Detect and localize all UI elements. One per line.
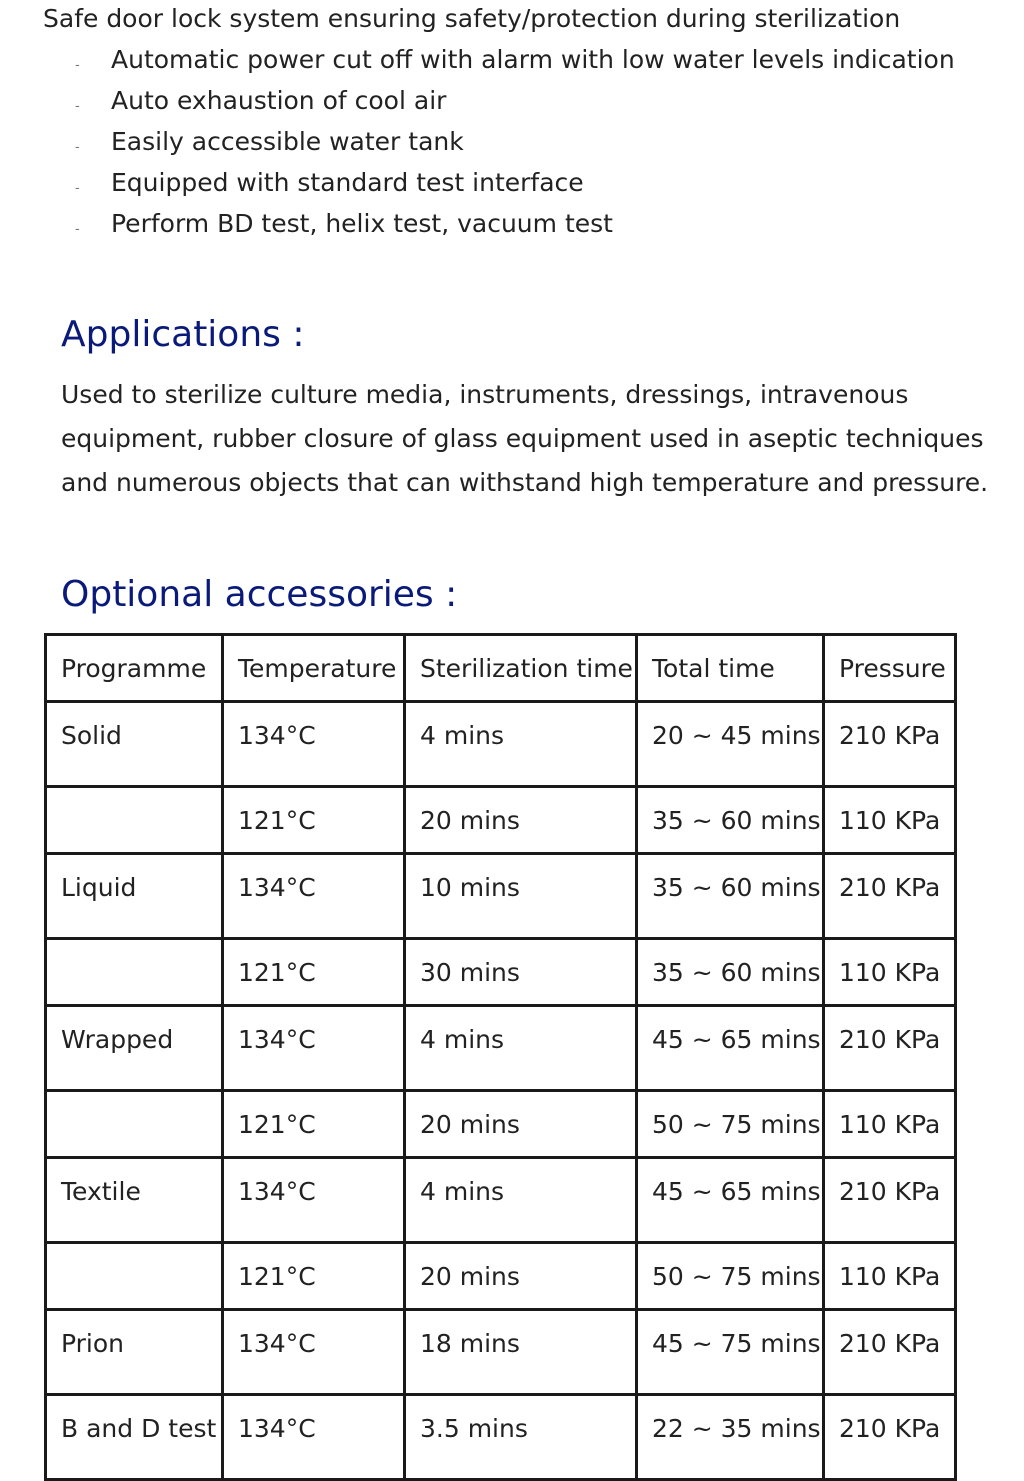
- feature-text: Perform BD test, helix test, vacuum test: [111, 209, 613, 238]
- cell-total-time: 45 ~ 75 mins: [637, 1310, 824, 1395]
- cell-total-time: 35 ~ 60 mins: [637, 939, 824, 1006]
- feature-text: Automatic power cut off with alarm with low water levels indication: [111, 45, 955, 74]
- cell-sterilization-time: 20 mins: [405, 787, 637, 854]
- applications-heading: Applications :: [61, 314, 305, 355]
- bullet-dash-icon: -: [75, 181, 80, 196]
- table-row: [46, 1006, 956, 1091]
- cell-pressure: 110 KPa: [824, 1243, 956, 1310]
- feature-item: [0, 41, 1024, 82]
- cell-programme: Textile: [46, 1158, 223, 1243]
- bullet-dash-icon: -: [75, 222, 80, 237]
- cell-programme: B and D test: [46, 1395, 223, 1480]
- cell-programme: [46, 939, 223, 1006]
- cell-pressure: 210 KPa: [824, 854, 956, 939]
- cell-pressure: 110 KPa: [824, 787, 956, 854]
- cell-programme: Wrapped: [46, 1006, 223, 1091]
- cell-total-time: 45 ~ 65 mins: [637, 1006, 824, 1091]
- cell-pressure: 110 KPa: [824, 939, 956, 1006]
- bullet-dash-icon: -: [75, 140, 80, 155]
- feature-list: [0, 41, 1024, 246]
- cell-total-time: 50 ~ 75 mins: [637, 1243, 824, 1310]
- cell-temperature: 134°C: [223, 702, 405, 787]
- applications-paragraph: [61, 373, 989, 505]
- feature-item: [0, 205, 1024, 246]
- table-row: [46, 1158, 956, 1243]
- cell-pressure: 210 KPa: [824, 1158, 956, 1243]
- feature-text: Easily accessible water tank: [111, 127, 464, 156]
- cell-sterilization-time: 18 mins: [405, 1310, 637, 1395]
- feature-text: Equipped with standard test interface: [111, 168, 584, 197]
- column-header-sterilization-time: Sterilization time: [405, 635, 637, 702]
- cell-pressure: 210 KPa: [824, 1310, 956, 1395]
- cell-total-time: 20 ~ 45 mins: [637, 702, 824, 787]
- table-row: [46, 1310, 956, 1395]
- accessories-heading: Optional accessories :: [61, 574, 458, 615]
- cell-temperature: 134°C: [223, 1006, 405, 1091]
- column-header-pressure: Pressure: [824, 635, 956, 702]
- applications-line: Used to sterilize culture media, instruments, dressings, intravenous: [61, 380, 909, 409]
- cell-total-time: 45 ~ 65 mins: [637, 1158, 824, 1243]
- cell-sterilization-time: 4 mins: [405, 702, 637, 787]
- table-row: [46, 787, 956, 854]
- cell-pressure: 210 KPa: [824, 702, 956, 787]
- cell-sterilization-time: 30 mins: [405, 939, 637, 1006]
- table-row: [46, 702, 956, 787]
- cell-temperature: 134°C: [223, 1158, 405, 1243]
- cell-total-time: 35 ~ 60 mins: [637, 854, 824, 939]
- feature-item: [0, 82, 1024, 123]
- cell-programme: [46, 1243, 223, 1310]
- cell-pressure: 210 KPa: [824, 1006, 956, 1091]
- cell-pressure: 210 KPa: [824, 1395, 956, 1480]
- cell-programme: Solid: [46, 702, 223, 787]
- table-row: [46, 1091, 956, 1158]
- cell-total-time: 22 ~ 35 mins: [637, 1395, 824, 1480]
- cell-total-time: 35 ~ 60 mins: [637, 787, 824, 854]
- cell-temperature: 134°C: [223, 1310, 405, 1395]
- cell-programme: Liquid: [46, 854, 223, 939]
- table-header-row: [46, 635, 956, 702]
- cell-total-time: 50 ~ 75 mins: [637, 1091, 824, 1158]
- cell-temperature: 134°C: [223, 1395, 405, 1480]
- cell-sterilization-time: 20 mins: [405, 1243, 637, 1310]
- table-row: [46, 939, 956, 1006]
- cell-temperature: 121°C: [223, 1091, 405, 1158]
- cell-pressure: 110 KPa: [824, 1091, 956, 1158]
- feature-text: Auto exhaustion of cool air: [111, 86, 447, 115]
- cell-programme: Prion: [46, 1310, 223, 1395]
- intro-line: Safe door lock system ensuring safety/protection during sterilization: [43, 4, 901, 33]
- cell-temperature: 121°C: [223, 787, 405, 854]
- applications-line: and numerous objects that can withstand high temperature and pressure.: [61, 468, 989, 497]
- cell-sterilization-time: 4 mins: [405, 1158, 637, 1243]
- column-header-programme: Programme: [46, 635, 223, 702]
- cell-sterilization-time: 20 mins: [405, 1091, 637, 1158]
- accessories-table: [44, 633, 957, 1481]
- table-row: [46, 1243, 956, 1310]
- cell-temperature: 121°C: [223, 939, 405, 1006]
- cell-sterilization-time: 10 mins: [405, 854, 637, 939]
- cell-sterilization-time: 3.5 mins: [405, 1395, 637, 1480]
- cell-temperature: 134°C: [223, 854, 405, 939]
- applications-line: equipment, rubber closure of glass equipment used in aseptic techniques: [61, 424, 984, 453]
- bullet-dash-icon: -: [75, 99, 80, 114]
- table-row: [46, 854, 956, 939]
- column-header-temperature: Temperature: [223, 635, 405, 702]
- cell-programme: [46, 787, 223, 854]
- cell-temperature: 121°C: [223, 1243, 405, 1310]
- table-row: [46, 1395, 956, 1480]
- column-header-total-time: Total time: [637, 635, 824, 702]
- feature-item: [0, 123, 1024, 164]
- bullet-dash-icon: -: [75, 58, 80, 73]
- feature-item: [0, 164, 1024, 205]
- cell-programme: [46, 1091, 223, 1158]
- cell-sterilization-time: 4 mins: [405, 1006, 637, 1091]
